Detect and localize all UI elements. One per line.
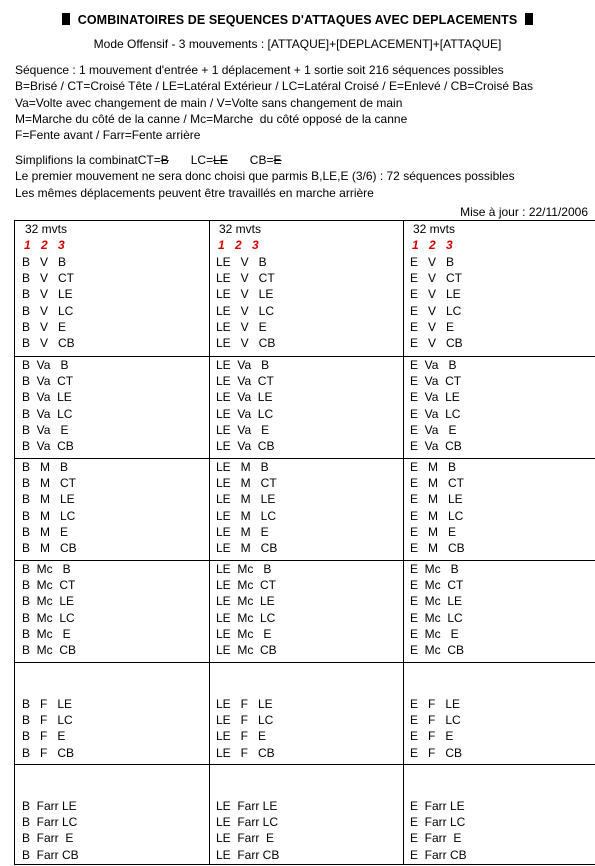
legend-line: Va=Volte avec changement de main / V=Volte sans changement de main <box>15 95 403 110</box>
sequence-entry: E V LE <box>410 287 461 302</box>
index-number: 3 <box>252 238 259 252</box>
sequence-entry: B Va B <box>22 358 69 372</box>
sequence-entry: B Farr LE <box>22 799 77 813</box>
sequence-entry: E F LC <box>410 713 461 728</box>
sequence-entry: B Va CT <box>22 374 74 389</box>
sequence-entry: E M LC <box>410 508 464 523</box>
sequence-entry: B V CT <box>22 271 75 286</box>
index-number: 1 <box>218 238 225 252</box>
sequence-entry: LE M LE <box>216 492 276 507</box>
sequence-entry: LE V E <box>216 319 267 334</box>
sequence-entry: LE M B <box>216 460 269 474</box>
sequence-entry: LE Va CB <box>216 439 275 453</box>
simplification-block <box>15 152 515 201</box>
row-divider <box>15 560 595 561</box>
sequence-entry: B M E <box>22 524 69 539</box>
sequence-entry: LE Farr LE <box>216 799 278 813</box>
sequence-entry: B Farr LC <box>22 815 78 830</box>
sequence-entry: B M CT <box>22 476 76 491</box>
sequence-entry: LE Mc CT <box>216 578 277 593</box>
simplification-intro: Simplifions la combinat <box>15 153 138 167</box>
column-index-numbers <box>412 237 463 253</box>
sequence-entry: E F CB <box>410 745 463 760</box>
sequence-entry: LE F E <box>216 729 267 744</box>
sequence-entry: E Va CT <box>410 374 462 389</box>
sequence-entry: E Farr LC <box>410 815 466 830</box>
sequence-entry: LE Mc B <box>216 562 272 576</box>
sequence-entry: B V LE <box>22 287 73 302</box>
square-bullet-icon <box>62 13 70 25</box>
ct-label: CT= <box>137 153 161 167</box>
sequence-entry: B Va LC <box>22 406 73 421</box>
sequence-entry: E F E <box>410 729 454 744</box>
sequence-entry: LE Va CT <box>216 374 274 389</box>
index-number: 2 <box>429 238 436 252</box>
sequence-entry: E M B <box>410 460 457 474</box>
index-number: 1 <box>412 238 419 252</box>
index-number: 2 <box>41 238 48 252</box>
sequence-entry: LE V CB <box>216 336 276 350</box>
sequence-entry: LE M CT <box>216 476 277 491</box>
cb-value: E <box>273 153 282 167</box>
simplification-line <box>15 152 515 168</box>
sequence-entry: B Mc LE <box>22 594 75 609</box>
sequence-entry: E Va CB <box>410 439 462 453</box>
column-index-numbers <box>24 237 75 253</box>
cb-label: CB= <box>249 153 274 167</box>
simplification-line-2: Le premier mouvement ne sera donc choisi que parmis B,LE,E (3/6) : 72 séquences possibles <box>15 169 515 184</box>
sequence-entry: B M LE <box>22 492 75 507</box>
column-index-numbers <box>218 237 269 253</box>
sequence-entry: E Farr LE <box>410 799 465 813</box>
sequence-entry: LE Va LC <box>216 406 274 421</box>
sequence-entry: E V E <box>410 319 455 334</box>
sequence-entry: LE Mc LE <box>216 594 275 609</box>
sequence-entry: B M B <box>22 460 69 474</box>
subtitle: Mode Offensif - 3 mouvements : [ATTAQUE]+[DEPLACEMENT]+[ATTAQUE] <box>93 37 502 51</box>
sequence-entry: E Va LC <box>410 406 461 421</box>
index-number: 3 <box>446 238 453 252</box>
sequence-entry: LE F LC <box>216 713 274 728</box>
legend-line: F=Fente avant / Farr=Fente arrière <box>15 128 201 143</box>
sequence-entry: B V CB <box>22 336 75 350</box>
index-number: 3 <box>58 238 65 252</box>
sequence-entry: E Va B <box>410 358 457 372</box>
index-number: 1 <box>24 238 31 252</box>
sequence-entry: B Va E <box>22 422 69 437</box>
ct-value: B <box>160 153 169 167</box>
sequence-entry: LE M E <box>216 524 269 539</box>
sequence-entry: B Mc LC <box>22 610 75 625</box>
sequence-table <box>14 220 595 865</box>
lc-label: LC= <box>190 153 214 167</box>
sequence-entry: LE Va LE <box>216 390 273 405</box>
legend-block <box>15 62 533 143</box>
index-number: 2 <box>235 238 242 252</box>
sequence-entry: B M CB <box>22 541 77 555</box>
sequence-entry: E Mc LE <box>410 594 463 609</box>
row-divider <box>15 356 595 357</box>
sequence-entry: LE Mc CB <box>216 643 277 657</box>
sequence-entry: B Farr CB <box>22 847 79 862</box>
sequence-entry: B Va LE <box>22 390 72 405</box>
sequence-entry: LE F CB <box>216 745 275 760</box>
sequence-entry: E Mc B <box>410 562 459 576</box>
simplification-line-3: Les mêmes déplacements peuvent être travaillés en marche arrière <box>15 185 374 200</box>
column-divider <box>403 221 404 864</box>
sequence-entry: LE M CB <box>216 541 278 555</box>
sequence-entry: B Mc CT <box>22 578 76 593</box>
sequence-entry: E M E <box>410 524 457 539</box>
update-date: Mise à jour : 22/11/2006 <box>460 205 588 219</box>
sequence-entry: E V CT <box>410 271 463 286</box>
legend-line: M=Marche du côté de la canne / Mc=Marche du côté opposé de la canne <box>15 111 408 126</box>
sequence-entry: LE Mc LC <box>216 610 276 625</box>
sequence-entry: LE Farr LC <box>216 815 279 830</box>
sequence-entry: E F LE <box>410 697 461 711</box>
square-bullet-icon <box>525 13 533 25</box>
sequence-entry: B F CB <box>22 745 75 760</box>
row-divider <box>15 764 595 765</box>
sequence-entry: B Mc CB <box>22 643 77 657</box>
sequence-entry: B V E <box>22 319 67 334</box>
sequence-entry: B V B <box>22 255 67 269</box>
sequence-entry: E Va LE <box>410 390 460 405</box>
sequence-entry: LE Va E <box>216 422 270 437</box>
sequence-entry: E Mc LC <box>410 610 463 625</box>
sequence-entry: E V LC <box>410 303 462 318</box>
sequence-entry: B F LC <box>22 713 73 728</box>
sequence-entry: LE Mc E <box>216 626 272 641</box>
sequence-entry: B F LE <box>22 697 73 711</box>
sequence-entry: LE Farr E <box>216 831 275 846</box>
title-text: COMBINATOIRES DE SEQUENCES D'ATTAQUES AVEC DEPLACEMENTS <box>77 13 518 27</box>
sequence-entry: B Mc E <box>22 626 71 641</box>
sequence-entry: B V LC <box>22 303 74 318</box>
row-divider <box>15 662 595 663</box>
sequence-entry: E Va E <box>410 422 457 437</box>
sequence-entry: E V B <box>410 255 455 269</box>
column-divider <box>209 221 210 864</box>
legend-line: B=Brisé / CT=Croisé Tête / LE=Latéral Extérieur / LC=Latéral Croisé / E=Enlevé / CB=Croisé Bas <box>15 79 534 94</box>
column-header: 32 mvts <box>219 222 262 236</box>
legend-line: Séquence : 1 mouvement d'entrée + 1 déplacement + 1 sortie soit 216 séquences possibles <box>15 63 504 77</box>
column-header: 32 mvts <box>413 222 456 236</box>
page-title <box>0 13 595 27</box>
sequence-entry: LE F LE <box>216 697 273 711</box>
sequence-entry: B Farr E <box>22 831 74 846</box>
sequence-entry: LE V CT <box>216 271 275 286</box>
sequence-entry: E Mc CT <box>410 578 464 593</box>
row-divider <box>15 458 595 459</box>
lc-value: LE <box>213 153 228 167</box>
sequence-entry: E Farr E <box>410 831 462 846</box>
sequence-entry: LE Va B <box>216 358 270 372</box>
sequence-entry: B Va CB <box>22 439 74 453</box>
sequence-entry: E M CT <box>410 476 464 491</box>
sequence-entry: LE M LC <box>216 508 277 523</box>
sequence-entry: E M LE <box>410 492 463 507</box>
sequence-entry: E Mc CB <box>410 643 465 657</box>
sequence-entry: B M LC <box>22 508 76 523</box>
column-header: 32 mvts <box>25 222 68 236</box>
sequence-entry: E Farr CB <box>410 847 467 862</box>
sequence-entry: B Mc B <box>22 562 71 576</box>
sequence-entry: LE V LE <box>216 287 274 302</box>
sequence-entry: E Mc E <box>410 626 459 641</box>
sequence-entry: E M CB <box>410 541 465 555</box>
sequence-entry: LE Farr CB <box>216 847 280 862</box>
sequence-entry: B F E <box>22 729 66 744</box>
sequence-entry: LE V B <box>216 255 267 269</box>
sequence-entry: LE V LC <box>216 303 275 318</box>
sequence-entry: E V CB <box>410 336 463 350</box>
